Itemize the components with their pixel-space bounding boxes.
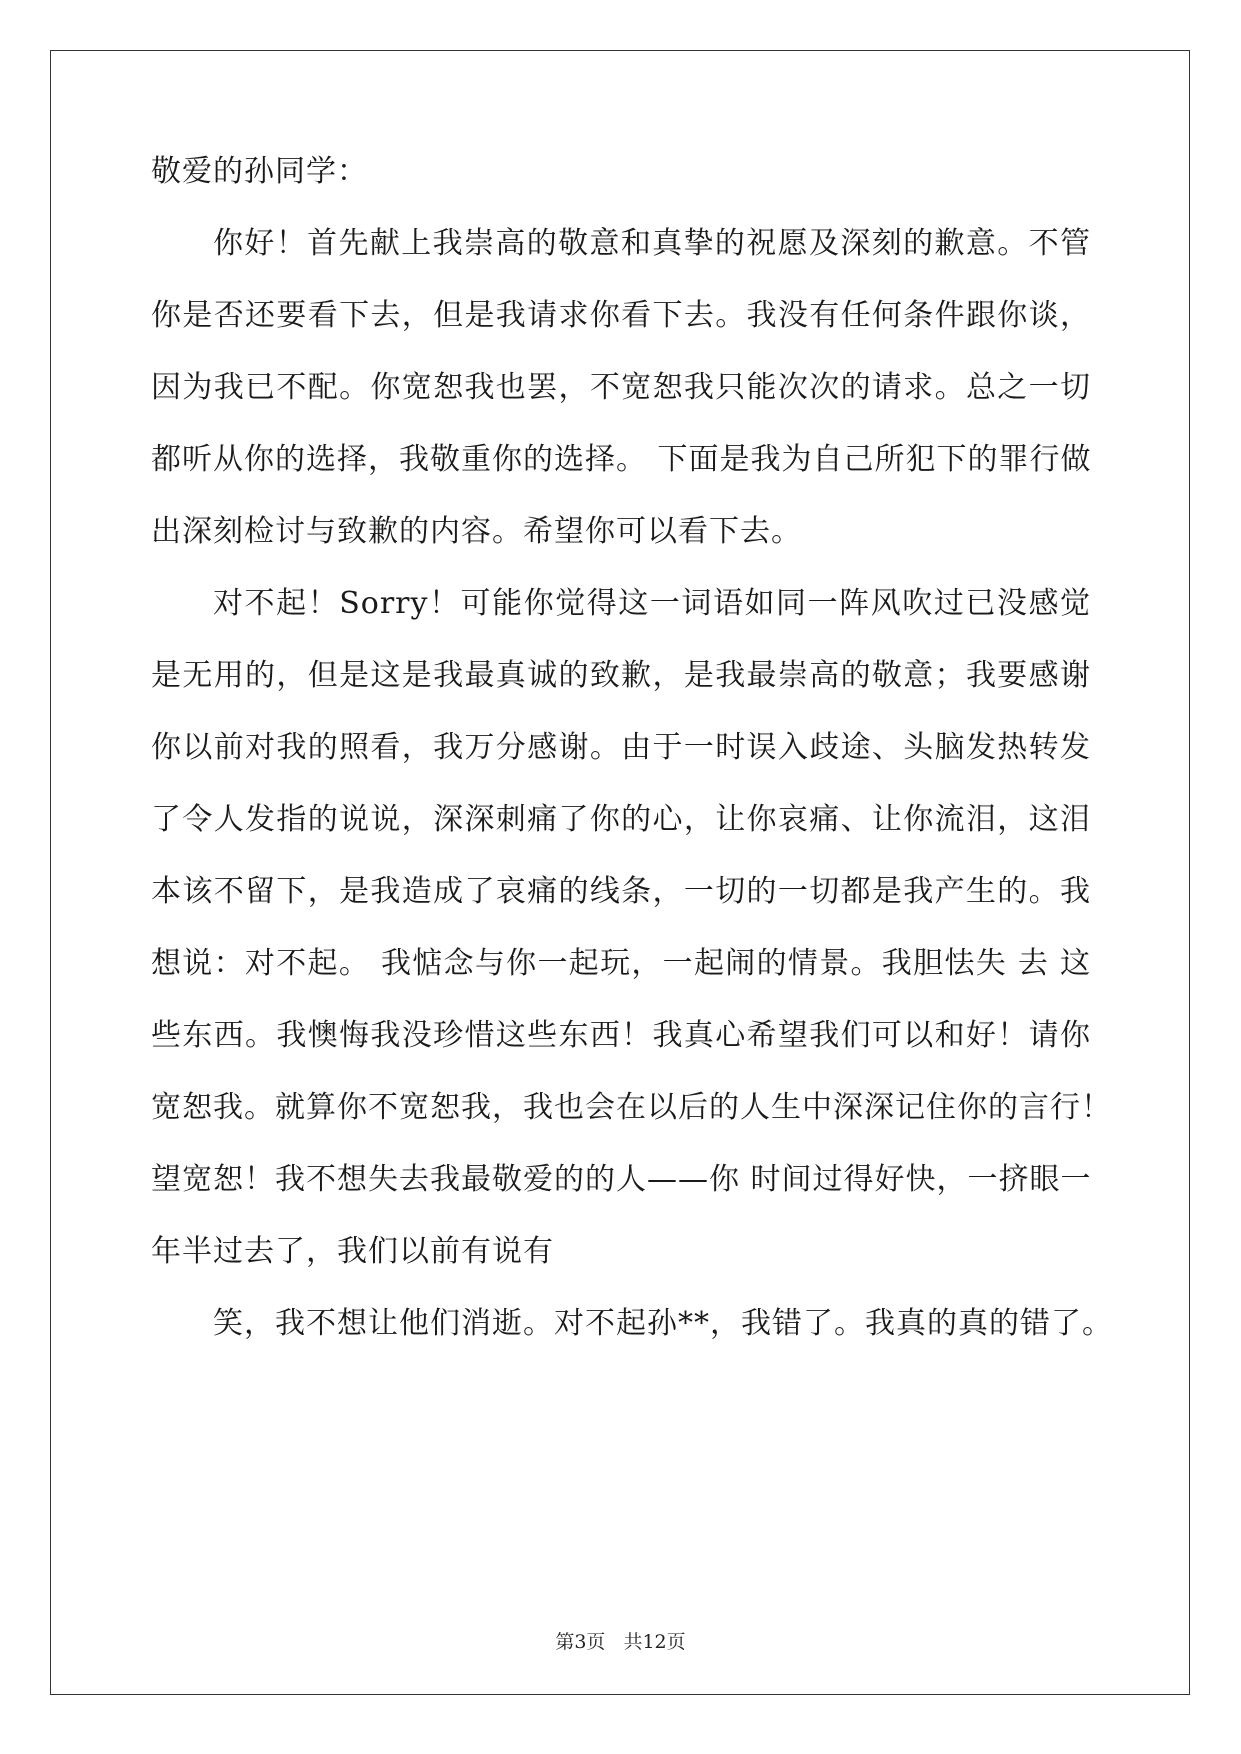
paragraph-line: 都听从你的选择，我敬重你的选择。 下面是我为自己所犯下的罪行做 bbox=[151, 442, 1092, 477]
paragraph-line: 了令人发指的说说，深深刺痛了你的心，让你哀痛、让你流泪，这泪 bbox=[151, 802, 1091, 837]
paragraph-line: 你以前对我的照看，我万分感谢。由于一时误入歧途、头脑发热转发 bbox=[151, 730, 1091, 765]
page-footer bbox=[0, 1630, 1241, 1654]
paragraph-line: 笑，我不想让他们消逝。对不起孙**，我错了。我真的真的错了。 bbox=[213, 1306, 1113, 1341]
paragraph-line: 些东西。我懊悔我没珍惜这些东西！我真心希望我们可以和好！请你 bbox=[151, 1018, 1091, 1053]
page-total: 共12页 bbox=[623, 1631, 686, 1653]
page-number: 第3页 bbox=[555, 1631, 606, 1653]
paragraph-line: 出深刻检讨与致歉的内容。希望你可以看下去。 bbox=[151, 514, 802, 549]
paragraph-line: 你是否还要看下去，但是我请求你看下去。我没有任何条件跟你谈， bbox=[151, 298, 1091, 333]
paragraph-line: 是无用的，但是这是我最真诚的致歉，是我最崇高的敬意；我要感谢 bbox=[151, 658, 1091, 693]
paragraph-line: 你好！首先献上我崇高的敬意和真挚的祝愿及深刻的歉意。不管 bbox=[213, 226, 1091, 261]
paragraph-line: 望宽恕！我不想失去我最敬爱的的人——你 时间过得好快，一挤眼一 bbox=[151, 1162, 1092, 1197]
paragraph-line: 本该不留下，是我造成了哀痛的线条，一切的一切都是我产生的。我 bbox=[151, 874, 1091, 909]
salutation: 敬爱的孙同学： bbox=[151, 154, 368, 189]
paragraph-line: 对不起！Sorry！可能你觉得这一词语如同一阵风吹过已没感觉 bbox=[213, 586, 1091, 621]
paragraph-line: 年半过去了，我们以前有说有 bbox=[151, 1234, 554, 1269]
paragraph-line: 宽恕我。就算你不宽恕我，我也会在以后的人生中深深记住你的言行！ bbox=[151, 1090, 1112, 1125]
paragraph-line: 因为我已不配。你宽恕我也罢，不宽恕我只能次次的请求。总之一切 bbox=[151, 370, 1091, 405]
paragraph-line: 想说：对不起。 我惦念与你一起玩，一起闹的情景。我胆怯失 去 这 bbox=[151, 946, 1091, 981]
